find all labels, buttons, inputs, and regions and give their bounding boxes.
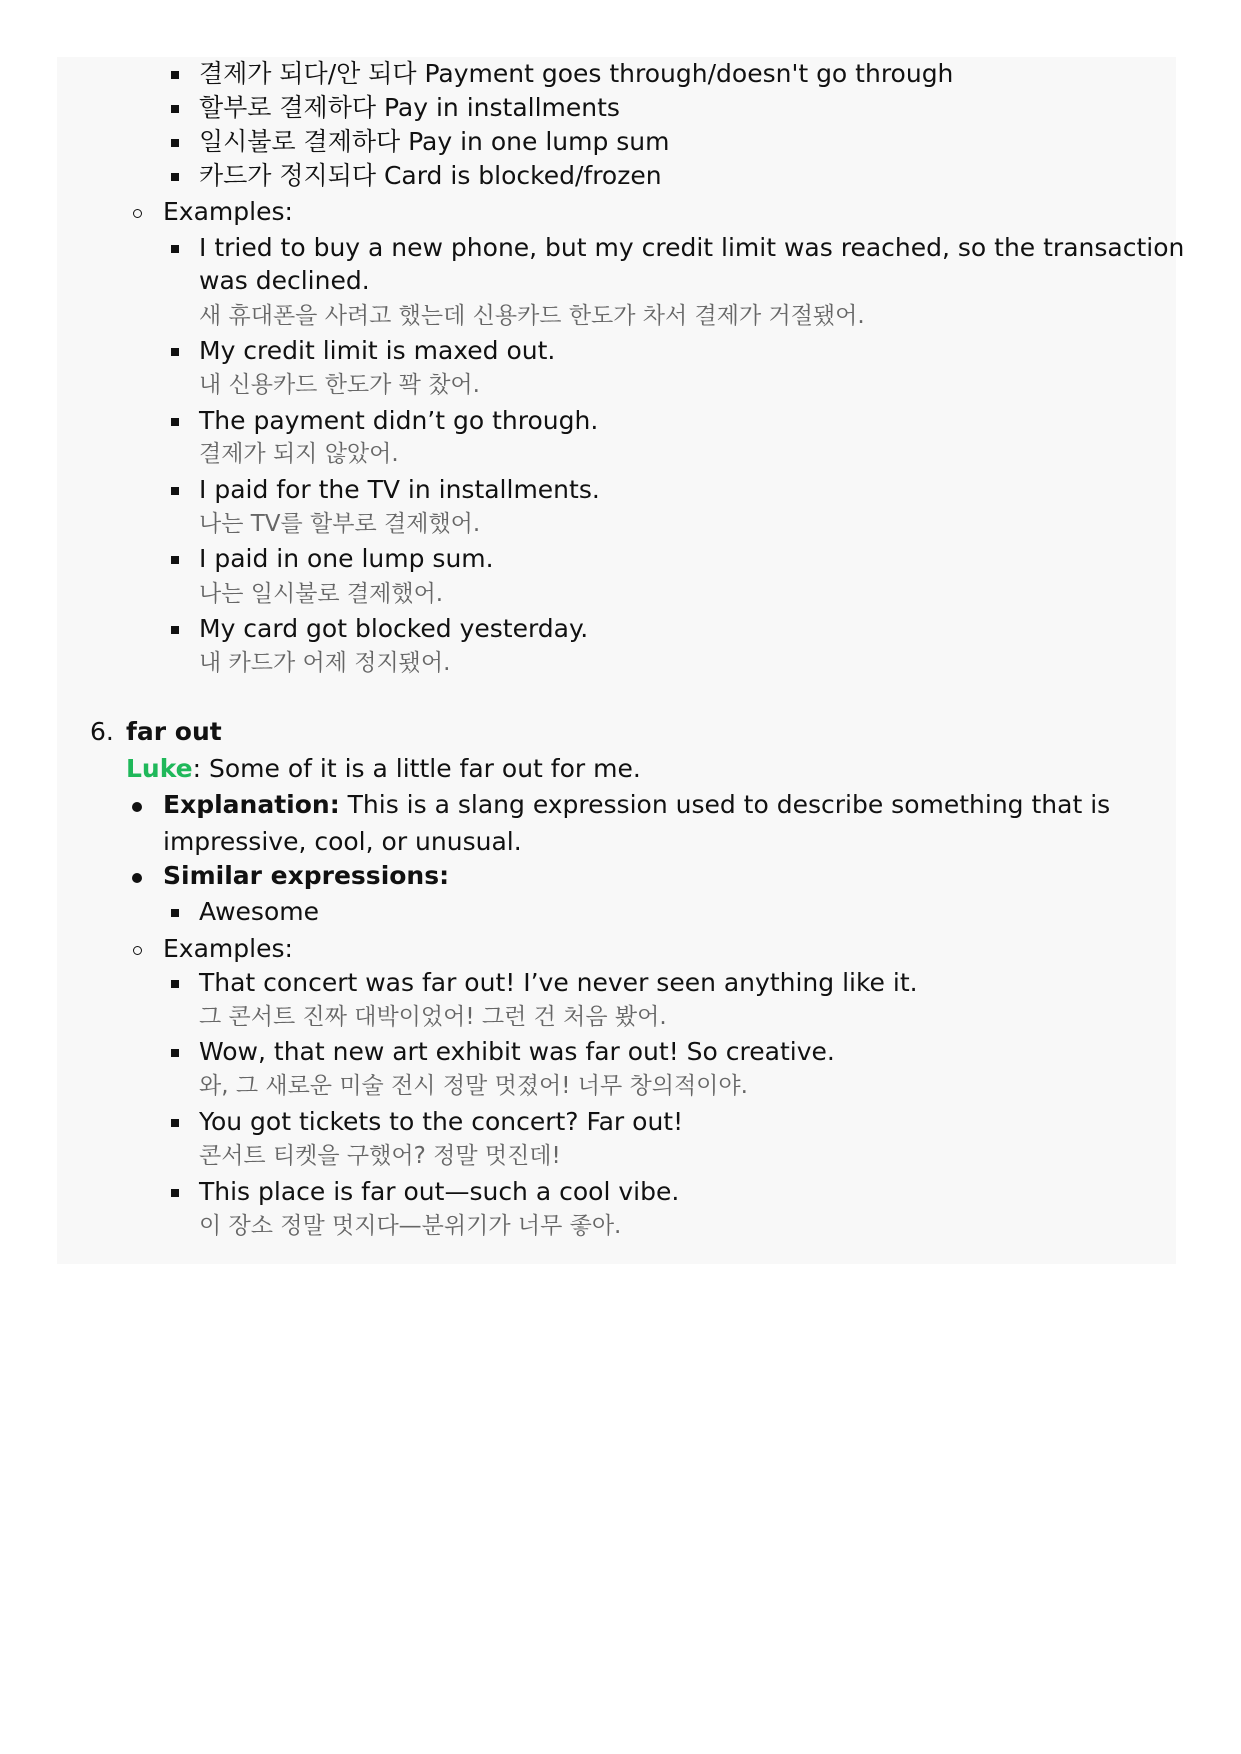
example-en: was declined. bbox=[199, 266, 370, 295]
disc-bullet-icon bbox=[132, 873, 142, 883]
speaker-name: Luke bbox=[126, 754, 193, 783]
example-en: My credit limit is maxed out. bbox=[199, 336, 556, 365]
section-number: 6. bbox=[90, 717, 114, 746]
square-bullet-icon bbox=[171, 556, 179, 564]
explanation bbox=[163, 788, 1110, 822]
circle-bullet-icon bbox=[133, 946, 142, 955]
examples-label: Examples: bbox=[163, 197, 293, 226]
square-bullet-icon bbox=[171, 1119, 179, 1127]
example-ko: 결제가 되지 않았어. bbox=[199, 441, 399, 467]
example-ko: 나는 TV를 할부로 결제했어. bbox=[199, 511, 481, 537]
example-en: I tried to buy a new phone, but my credit limit was reached, so the transaction bbox=[199, 233, 1185, 262]
square-bullet-icon bbox=[171, 105, 179, 113]
section-title-text: far out bbox=[126, 717, 222, 746]
square-bullet-icon bbox=[171, 71, 179, 79]
example-ko: 이 장소 정말 멋지다—분위기가 너무 좋아. bbox=[199, 1213, 622, 1239]
example-ko: 나는 일시불로 결제했어. bbox=[199, 581, 444, 607]
square-bullet-icon bbox=[171, 245, 179, 253]
example-en: The payment didn’t go through. bbox=[199, 406, 599, 435]
square-bullet-icon bbox=[171, 909, 179, 917]
similar-item: Awesome bbox=[199, 897, 319, 926]
explanation-label: Explanation: bbox=[163, 790, 340, 819]
speaker-quote bbox=[126, 752, 641, 786]
disc-bullet-icon bbox=[132, 802, 142, 812]
expression-item: 할부로 결제하다 Pay in installments bbox=[199, 93, 620, 122]
example-ko: 콘서트 티켓을 구했어? 정말 멋진데! bbox=[199, 1143, 561, 1169]
square-bullet-icon bbox=[171, 1049, 179, 1057]
example-ko: 내 신용카드 한도가 꽉 찼어. bbox=[199, 372, 480, 398]
square-bullet-icon bbox=[171, 1189, 179, 1197]
square-bullet-icon bbox=[171, 487, 179, 495]
square-bullet-icon bbox=[171, 173, 179, 181]
example-en: This place is far out—such a cool vibe. bbox=[199, 1177, 680, 1206]
example-en: I paid for the TV in installments. bbox=[199, 475, 600, 504]
expression-item: 카드가 정지되다 Card is blocked/frozen bbox=[199, 161, 662, 190]
expression-item: 일시불로 결제하다 Pay in one lump sum bbox=[199, 127, 670, 156]
square-bullet-icon bbox=[171, 348, 179, 356]
square-bullet-icon bbox=[171, 418, 179, 426]
square-bullet-icon bbox=[171, 139, 179, 147]
example-en: That concert was far out! I’ve never seen anything like it. bbox=[199, 968, 918, 997]
similar-label bbox=[163, 859, 449, 893]
example-ko: 내 카드가 어제 정지됐어. bbox=[199, 650, 451, 676]
example-en: You got tickets to the concert? Far out! bbox=[199, 1107, 684, 1136]
example-en: Wow, that new art exhibit was far out! So creative. bbox=[199, 1037, 835, 1066]
example-ko: 그 콘서트 진짜 대박이었어! 그런 건 처음 봤어. bbox=[199, 1004, 667, 1030]
section-title bbox=[126, 715, 222, 749]
explanation-text: This is a slang expression used to describe something that is bbox=[339, 790, 1111, 819]
example-ko: 와, 그 새로운 미술 전시 정말 멋졌어! 너무 창의적이야. bbox=[199, 1073, 748, 1099]
square-bullet-icon bbox=[171, 626, 179, 634]
examples-label: Examples: bbox=[163, 934, 293, 963]
example-ko: 새 휴대폰을 사려고 했는데 신용카드 한도가 차서 결제가 거절됐어. bbox=[199, 303, 865, 329]
square-bullet-icon bbox=[171, 980, 179, 988]
similar-label-text: Similar expressions: bbox=[163, 861, 450, 890]
quote-text: : Some of it is a little far out for me. bbox=[192, 754, 641, 783]
circle-bullet-icon bbox=[133, 209, 142, 218]
example-en: My card got blocked yesterday. bbox=[199, 614, 589, 643]
explanation-text-cont: impressive, cool, or unusual. bbox=[163, 827, 522, 856]
expression-item: 결제가 되다/안 되다 Payment goes through/doesn't go through bbox=[199, 59, 954, 88]
example-en: I paid in one lump sum. bbox=[199, 544, 494, 573]
